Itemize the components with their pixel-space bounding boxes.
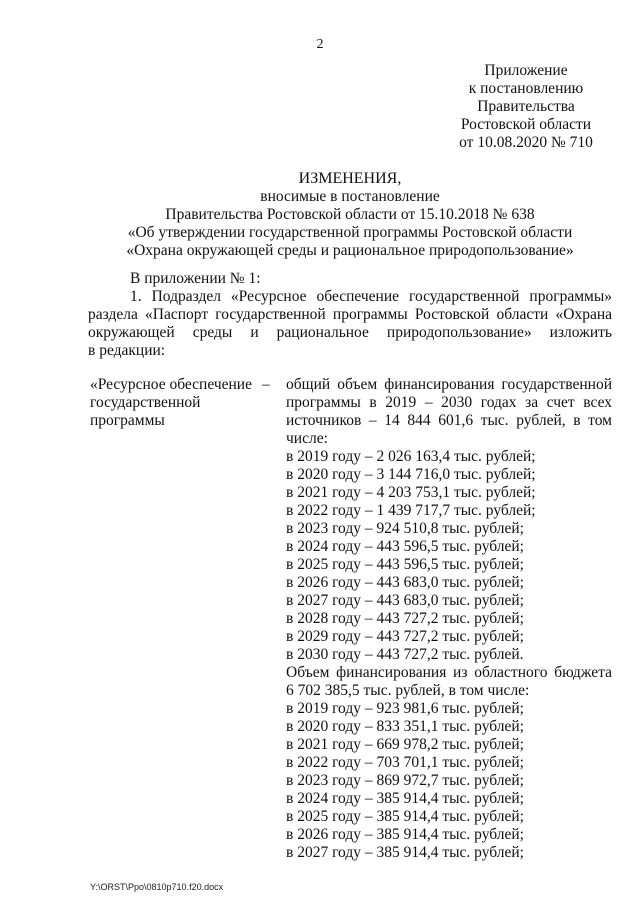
title-line: «Охрана окружающей среды и рациональное природопользование»	[126, 242, 574, 259]
total-funding-line: общий объем финансирования государственной	[286, 376, 612, 393]
title-line: «Об утверждении государственной программы Ростовской области	[127, 224, 573, 241]
total-funding-line: программы в 2019 – 2030 годах за счет всех	[286, 394, 612, 411]
year-funding-line: в 2024 году – 443 596,5 тыс. рублей;	[286, 538, 524, 555]
table-left-label: программы	[90, 412, 165, 429]
year-funding-line: в 2021 году – 4 203 753,1 тыс. рублей;	[286, 484, 536, 501]
table-left-label: «Ресурсное обеспечение	[90, 376, 252, 393]
year-funding-line: в 2027 году – 443 683,0 тыс. рублей;	[286, 592, 524, 609]
regional-funding-years	[286, 700, 612, 862]
year-funding-line: в 2028 году – 443 727,2 тыс. рублей;	[286, 610, 524, 627]
total-funding-line: числе:	[286, 430, 328, 447]
year-funding-line: в 2023 году – 924 510,8 тыс. рублей;	[286, 520, 524, 537]
intro-line: В приложении № 1:	[130, 270, 261, 287]
table-left-label: государственной	[90, 394, 201, 411]
appendix-header	[440, 62, 612, 152]
year-funding-line: в 2019 году – 2 026 163,4 тыс. рублей;	[286, 448, 536, 465]
year-funding-line: в 2030 году – 443 727,2 тыс. рублей.	[286, 646, 524, 663]
year-funding-line: в 2020 году – 833 351,1 тыс. рублей;	[286, 718, 524, 735]
appendix-line: Ростовской области	[460, 116, 592, 133]
year-funding-line: в 2029 году – 443 727,2 тыс. рублей;	[286, 628, 524, 645]
page-number: 2	[316, 37, 324, 52]
regional-funding-line: Объем финансирования из областного бюджета	[286, 664, 612, 681]
year-funding-line: в 2022 году – 703 701,1 тыс. рублей;	[286, 754, 524, 771]
year-funding-line: в 2022 году – 1 439 717,7 тыс. рублей;	[286, 502, 536, 519]
year-funding-line: в 2026 году – 443 683,0 тыс. рублей;	[286, 574, 524, 591]
year-funding-line: в 2025 году – 385 914,4 тыс. рублей;	[286, 808, 524, 825]
year-funding-line: в 2019 году – 923 981,6 тыс. рублей;	[286, 700, 524, 717]
year-funding-line: в 2020 году – 3 144 716,0 тыс. рублей;	[286, 466, 536, 483]
document-title	[88, 170, 612, 260]
title-line: Правительства Ростовской области от 15.10.2018 № 638	[165, 206, 535, 223]
paragraph-line: раздела «Паспорт государственной программы Ростовской области «Охрана	[88, 306, 612, 323]
year-funding-line: в 2024 году – 385 914,4 тыс. рублей;	[286, 790, 524, 807]
paragraph-line: 1. Подраздел «Ресурсное обеспечение государственной программы»	[130, 288, 612, 305]
appendix-line: Приложение	[484, 62, 568, 79]
regional-funding-line: 6 702 385,5 тыс. рублей, в том числе:	[286, 682, 530, 699]
title-line: вносимые в постановление	[260, 188, 440, 205]
year-funding-line: в 2021 году – 669 978,2 тыс. рублей;	[286, 736, 524, 753]
file-path-footer: Y:\ORST\Ppo\0810p710.f20.docx	[90, 882, 224, 892]
paragraph-line: в редакции:	[88, 342, 166, 359]
appendix-line: от 10.08.2020 № 710	[459, 134, 593, 151]
appendix-line: к постановлению	[468, 80, 584, 97]
year-funding-line: в 2027 году – 385 914,4 тыс. рублей;	[286, 844, 524, 861]
appendix-line: Правительства	[477, 98, 575, 115]
year-funding-line: в 2023 году – 869 972,7 тыс. рублей;	[286, 772, 524, 789]
title-heading: ИЗМЕНЕНИЯ,	[298, 170, 402, 187]
year-funding-line: в 2026 году – 385 914,4 тыс. рублей;	[286, 826, 524, 843]
total-funding-line: источников – 14 844 601,6 тыс. рублей, в том	[286, 412, 612, 429]
table-left-dash: –	[262, 376, 270, 393]
year-funding-line: в 2025 году – 443 596,5 тыс. рублей;	[286, 556, 524, 573]
paragraph-line: окружающей среды и рациональное природопользование» изложить	[88, 324, 612, 341]
total-funding-years	[286, 448, 612, 664]
